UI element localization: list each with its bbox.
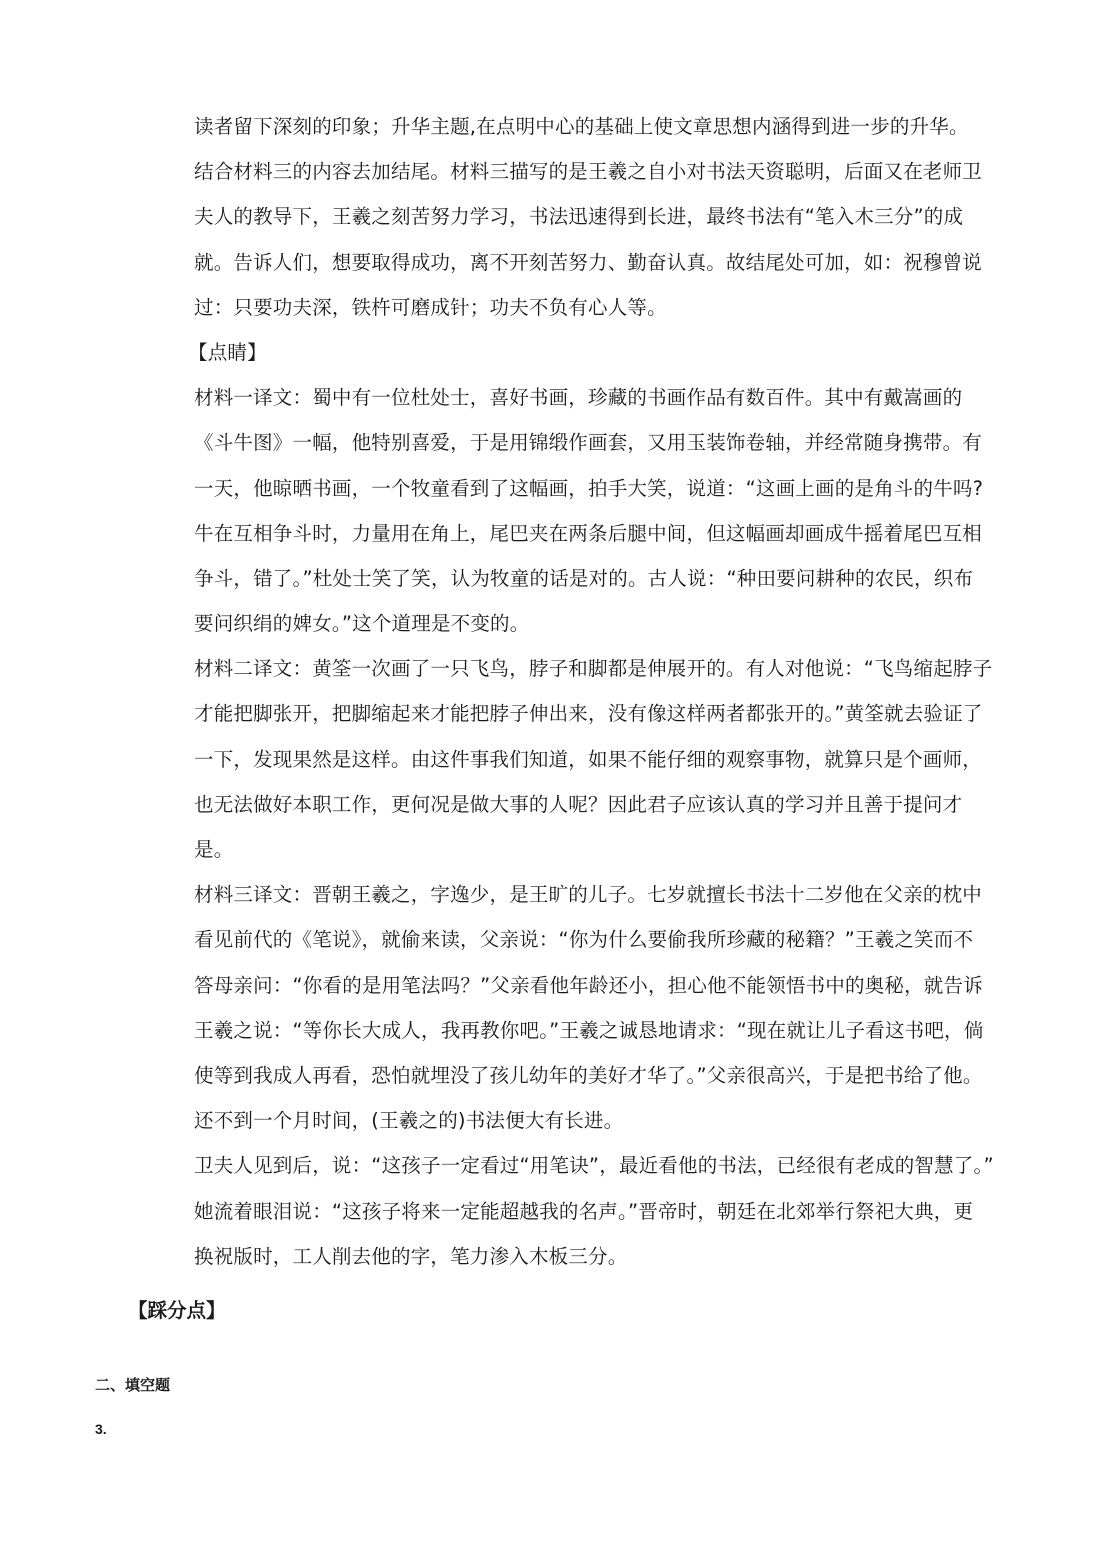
translation-line: 也无法做好本职工作，更何况是做大事的人呢？因此君子应该认真的学习并且善于提问才 <box>194 792 963 816</box>
translation-line: 王羲之说：“等你长大成人，我再教你吧。”王羲之诚恳地请求：“现在就让儿子看这书吧，倘 <box>194 1018 984 1042</box>
translation-line: 换祝版时，工人削去他的字，笔力渗入木板三分。 <box>194 1244 628 1268</box>
dianjing-heading: 【点睛】 <box>188 340 267 364</box>
scoring-points-heading: 【踩分点】 <box>128 1299 226 1322</box>
translation-line: 一下，发现果然是这样。由这件事我们知道，如果不能仔细的观察事物，就算只是个画师， <box>194 747 983 771</box>
analysis-line: 夫人的教导下，王羲之刻苦努力学习，书法迅速得到长进，最终书法有“笔入木三分”的成 <box>194 205 964 229</box>
translation-line: 材料一译文：蜀中有一位杜处士，喜好书画，珍藏的书画作品有数百件。其中有戴嵩画的 <box>194 386 963 410</box>
question-number: 3. <box>95 1421 107 1437</box>
translation-line: 她流着眼泪说：“这孩子将来一定能超越我的名声。”晋帝时，朝廷在北郊举行祭祀大典，更 <box>194 1199 974 1223</box>
translation-line: 要问织绢的婢女。”这个道理是不变的。 <box>194 612 530 636</box>
translation-line: 争斗，错了。”杜处士笑了笑，认为牧童的话是对的。古人说：“种田要问耕种的农民，织布 <box>194 566 974 590</box>
translation-line: 看见前代的《笔说》，就偷来读，父亲说：“你为什么要偷我所珍藏的秘籍？”王羲之笑而不 <box>194 928 974 952</box>
section-title: 二、填空题 <box>95 1376 171 1394</box>
translation-line: 才能把脚张开，把脚缩起来才能把脖子伸出来，没有像这样两者都张开的。”黄筌就去验证了 <box>194 702 983 726</box>
translation-line: 材料二译文：黄筌一次画了一只飞鸟，脖子和脚都是伸展开的。有人对他说：“飞鸟缩起脖子 <box>194 657 993 681</box>
translation-line: 《斗牛图》一幅，他特别喜爱，于是用锦缎作画套，又用玉装饰卷轴，并经常随身携带。有 <box>194 431 983 455</box>
translation-line: 答母亲问：“你看的是用笔法吗？”父亲看他年龄还小，担心他不能领悟书中的奥秘，就告诉 <box>194 973 983 997</box>
translation-line: 是。 <box>194 838 234 861</box>
analysis-line: 读者留下深刻的印象；升华主题,在点明中心的基础上使文章思想内涵得到进一步的升华。 <box>194 115 969 138</box>
analysis-line: 过：只要功夫深，铁杵可磨成针；功夫不负有心人等。 <box>194 295 667 319</box>
translation-line: 还不到一个月时间，(王羲之的)书法便大有长进。 <box>194 1109 624 1133</box>
translation-line: 牛在互相争斗时，力量用在角上，尾巴夹在两条后腿中间，但这幅画却画成牛摇着尾巴互相 <box>194 521 983 545</box>
translation-line: 使等到我成人再看，恐怕就埋没了孩儿幼年的美好才华了。”父亲很高兴，于是把书给了他。 <box>194 1063 983 1087</box>
translation-line: 一天，他晾晒书画，一个牧童看到了这幅画，拍手大笑，说道：“这画上画的是角斗的牛吗? <box>194 476 984 500</box>
translation-line: 材料三译文：晋朝王羲之，字逸少，是王旷的儿子。七岁就擅长书法十二岁他在父亲的枕中 <box>194 883 983 907</box>
analysis-line: 结合材料三的内容去加结尾。材料三描写的是王羲之自小对书法天资聪明，后面又在老师卫 <box>194 160 983 184</box>
analysis-line: 就。告诉人们，想要取得成功，离不开刻苦努力、勤奋认真。故结尾处可加，如：祝穆曾说 <box>194 250 983 274</box>
answer-body <box>188 104 1014 1279</box>
translation-line: 卫夫人见到后，说：“这孩子一定看过“用笔诀”，最近看他的书法，已经很有老成的智慧了。” <box>194 1154 994 1178</box>
